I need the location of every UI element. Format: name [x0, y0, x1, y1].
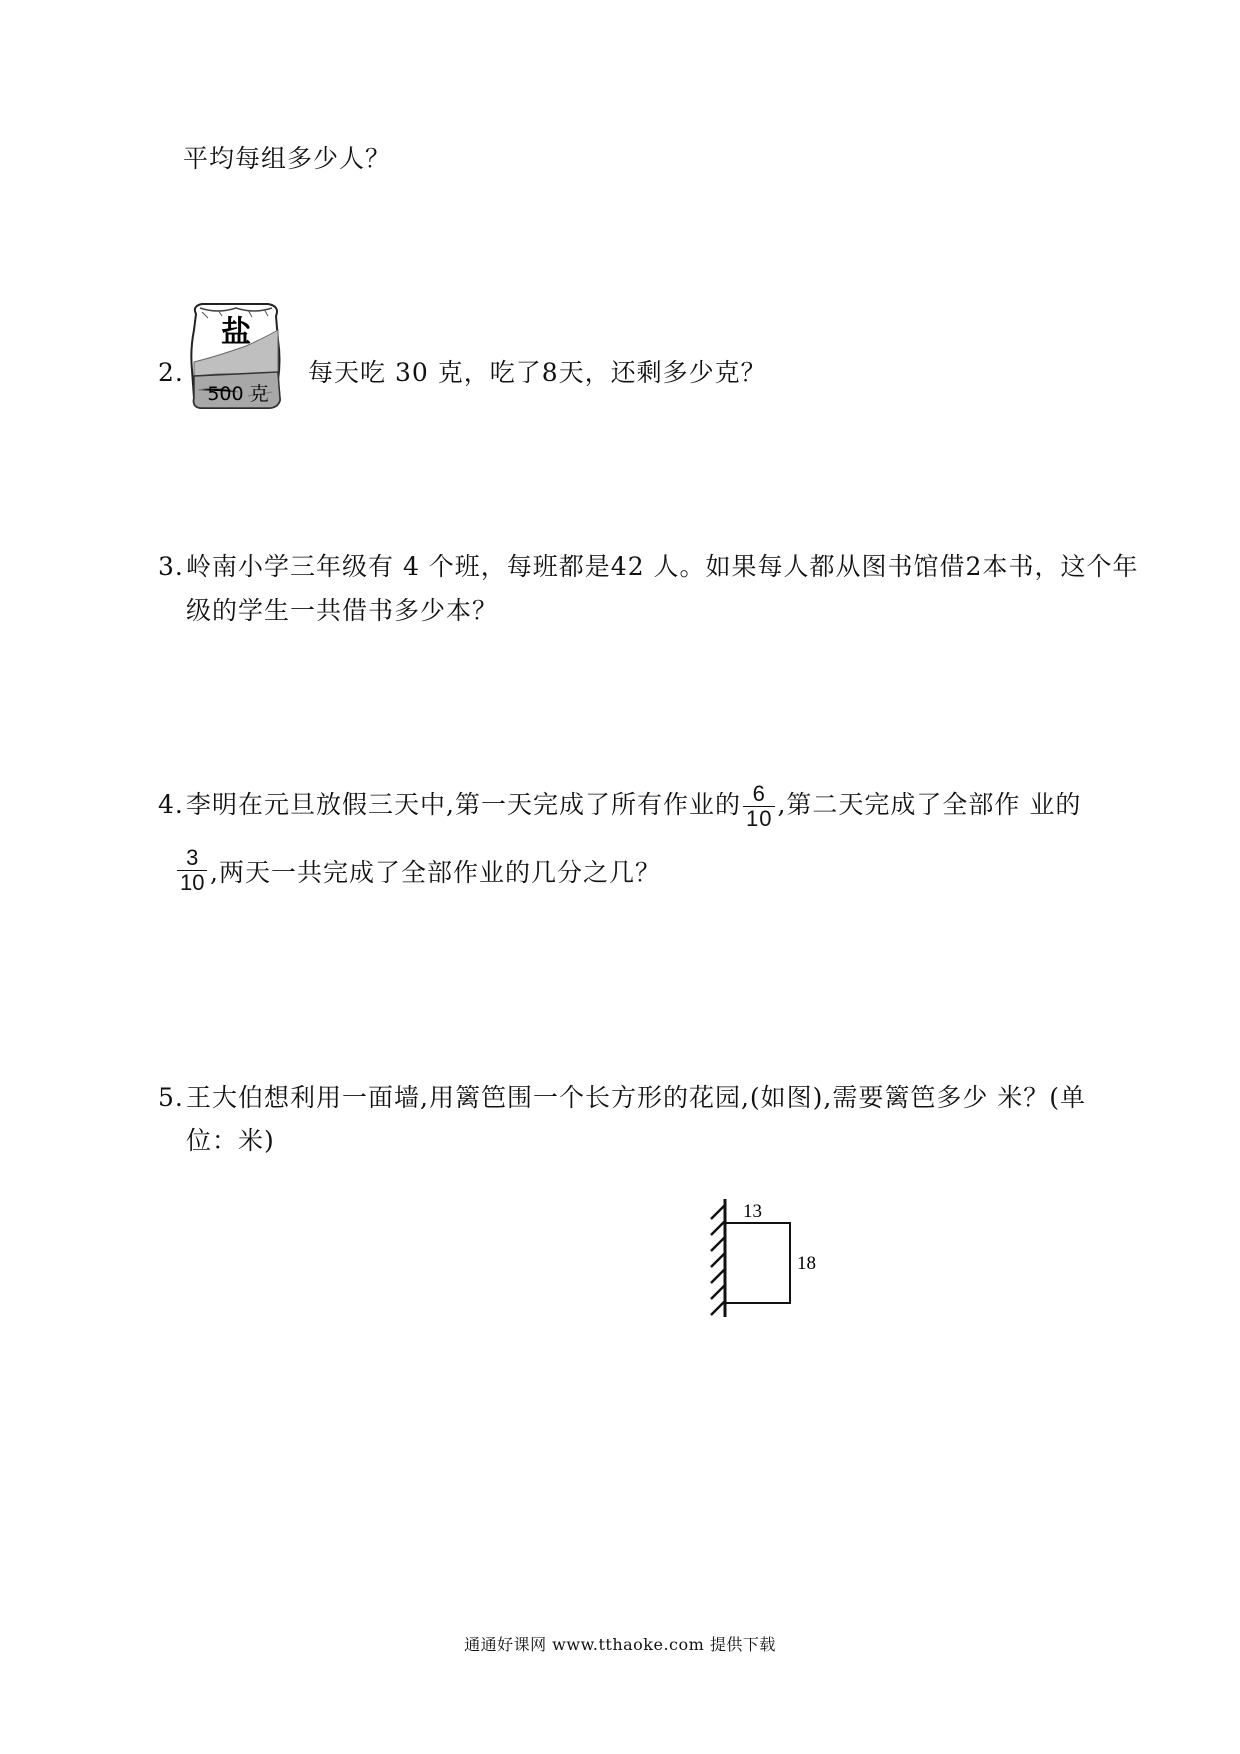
- q3-line2: 级的学生一共借书多少本？: [186, 596, 499, 625]
- q5-line1-text: 王大伯想利用一面墙,用篱笆围一个长方形的花园,(如图),需要篱笆多少 米？(单: [186, 1083, 1087, 1112]
- page-footer: 通通好课网 www.tthaoke.com 提供下载: [464, 1635, 776, 1654]
- garden-height-label: 18: [797, 1253, 816, 1274]
- salt-bag-illustration: [188, 300, 284, 412]
- q4-fraction-1: [743, 782, 775, 831]
- q4-number: 4.: [158, 790, 184, 819]
- q1-continuation: 平均每组多少人？: [183, 144, 392, 173]
- salt-bag-weight: 500 克: [207, 383, 269, 405]
- q4-fraction-2: [177, 846, 207, 895]
- q4-line1-text-a: 李明在元旦放假三天中,第一天完成了所有作业的: [186, 790, 741, 819]
- q2-text: 每天吃 30 克，吃了8天，还剩多少克？: [308, 358, 767, 387]
- q4-fraction-1-denominator: 10: [745, 806, 773, 831]
- q3-line1-text: 岭南小学三年级有 4 个班，每班都是42 人。如果每人都从图书馆借2本书，这个年: [186, 552, 1139, 581]
- q3-number: 3.: [158, 552, 184, 581]
- q5-number: 5.: [158, 1083, 184, 1112]
- salt-bag-label: 盐: [221, 315, 251, 350]
- garden-diagram: [695, 1195, 835, 1325]
- q2-number: 2.: [158, 358, 184, 387]
- q4-line2: ,两天一共完成了全部作业的几分之几？: [210, 858, 661, 887]
- q4-fraction-1-numerator: 6: [743, 782, 775, 807]
- q5-line1: [158, 1082, 1086, 1114]
- q4-line1: [158, 782, 1081, 831]
- q4-line1-text-b: ,第二天完成了全部作 业的: [777, 790, 1082, 819]
- q4-fraction-2-numerator: 3: [177, 846, 207, 871]
- q4-fraction-2-denominator: 10: [180, 870, 205, 895]
- wall-hatching: [711, 1205, 725, 1315]
- garden-width-label: 13: [743, 1201, 762, 1222]
- q5-line2: 位：米): [186, 1126, 275, 1155]
- garden-fence: [725, 1223, 790, 1303]
- q3-line1: [158, 551, 1138, 583]
